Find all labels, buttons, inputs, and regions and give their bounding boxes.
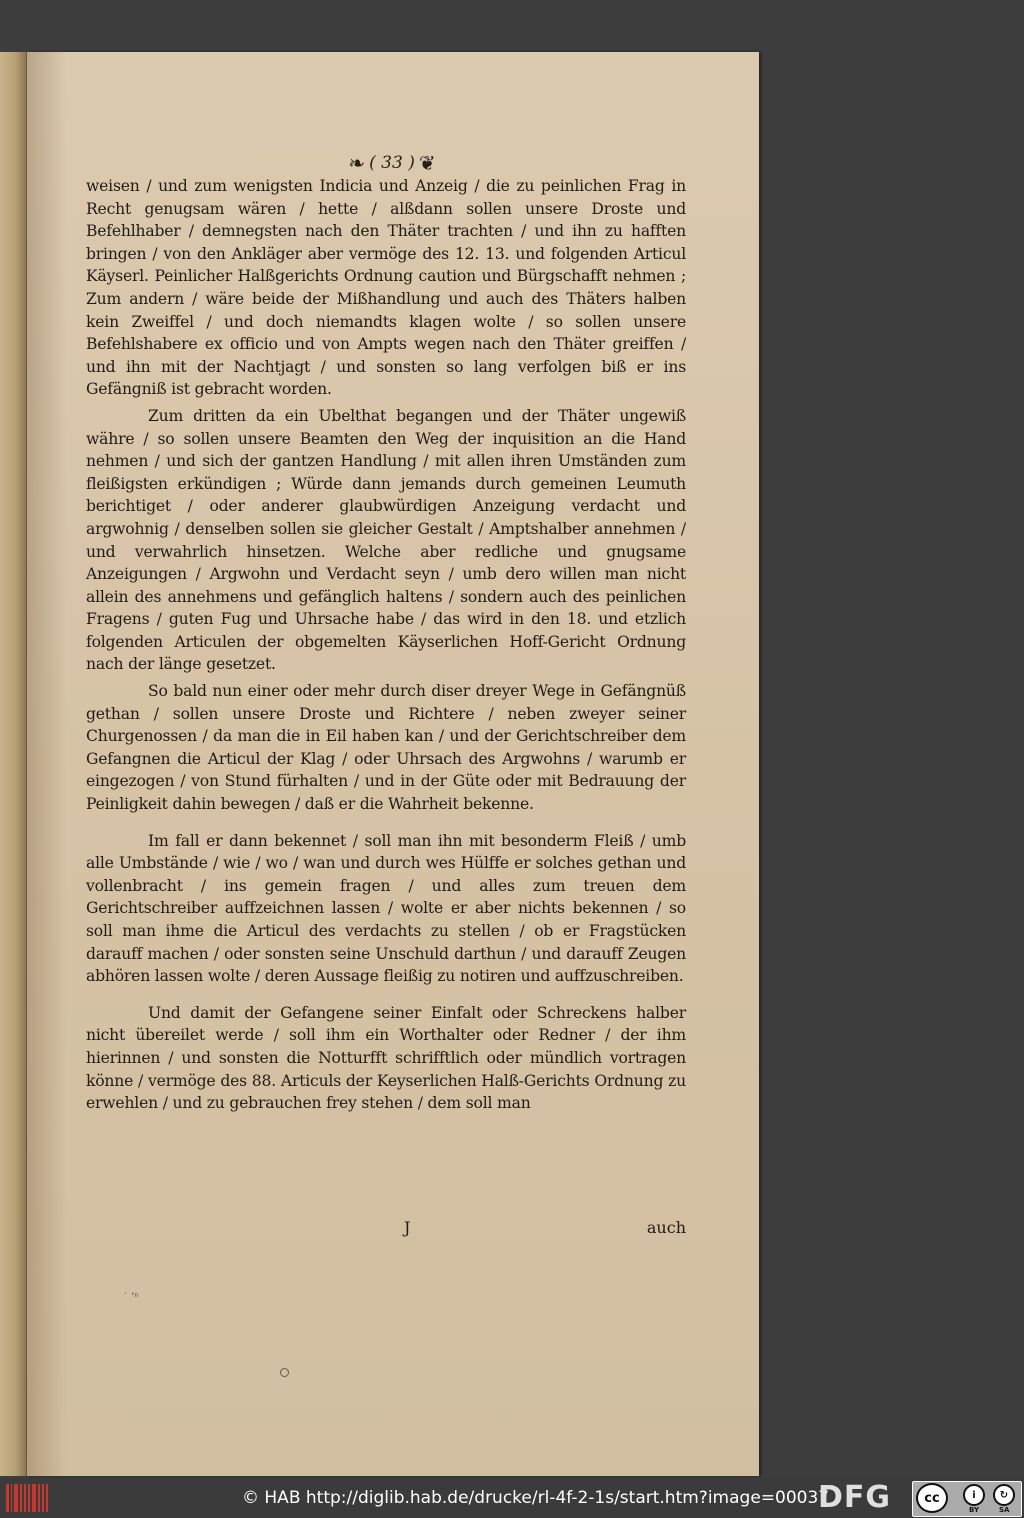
paragraph-2: Zum dritten da ein Ubelthat begangen und der Thäter ungewiß währe / so sollen unsere Beamten den Weg der inquisition an die Hand nehmen / und sich der gantzen Handlung / mit allen ihren Umständen zum fleißigsten erkündigen ; Würde dann jemands durch gemeinen Leumuth berichtiget / oder anderer glaubwürdigen Anzeigung verdacht und argwohnig / denselben sollen sie gleicher Gestalt / Amptshalber annehmen / und verwahrlich hinsetzen. Welche aber redliche und gnugsame Anzeigungen / Argwohn und Verdacht seyn / umb dero willen man nicht allein des annehmens und gefänglich haltens / sondern auch des peinlichen Fragens / guten Fug und Uhrsache habe / das wird in den 18. und etzlich folgenden Articulen der obgemelten Käyserlichen Hoff-Gericht Ordnung nach der länge gesetzet. <box>86 406 686 674</box>
cc-license-badge[interactable] <box>912 1481 1022 1517</box>
cc-icon: cc <box>916 1483 948 1513</box>
left-ornament-icon: ❧ <box>348 151 366 175</box>
dfg-logo[interactable]: DFG <box>818 1480 892 1515</box>
paragraph-3: So bald nun einer oder mehr durch diser dreyer Wege in Gefängnüß gethan / sollen unsere Droste und Richtere / neben zweyer seiner Churgenossen / da man die in Eil haben kan / und der Gerichtschreiber dem Gefangnen die Articul der Klag / oder Uhrsach des Argwohns / warumb er eingezogen / von Stund fürhalten / und in der Güte oder mit Bedrauung der Peinligkeit dahin bewegen / daß er die Wahrheit bekenne. <box>86 682 686 814</box>
page-foot <box>86 1218 686 1242</box>
catchword: auch <box>646 1218 686 1237</box>
signature-mark: J <box>404 1218 411 1237</box>
cc-sa-label: SA <box>999 1506 1010 1514</box>
previous-leaf-edge <box>0 52 27 1476</box>
paragraph-4: Im fall er dann bekennet / soll man ihn mit besonderm Fleiß / umb alle Umbstände / wie / wo / wan und durch wes Hülffe er solches gethan und vollenbracht / ins gemein fragen / und alles zum treuen dem Gerichtschreiber auffzeichnen lassen / wolte er aber nichts bekennen / so soll man ihme die Articul des verdachts zu stellen / ob er Fragstücken darauff machen / oder sonsten seine Unschuld darthun / und darauff Zeugen abhören lassen wolte / deren Aussage fleißig zu notiren und auffzuschreiben. <box>86 831 686 986</box>
copyright-link[interactable]: © HAB http://diglib.hab.de/drucke/rl-4f-2-1s/start.htm?image=00037 <box>242 1488 830 1508</box>
barcode-icon <box>6 1484 48 1512</box>
page-header <box>317 148 467 178</box>
share-alike-icon: ↻ <box>993 1484 1015 1506</box>
book-page <box>27 52 759 1476</box>
right-ornament-icon: ❦ <box>418 151 436 175</box>
body-text <box>86 175 686 1115</box>
footer-bar <box>0 1478 1024 1518</box>
cc-by-label: BY <box>969 1506 980 1514</box>
page-number: ( 33 ) <box>369 153 415 173</box>
paragraph-5: Und damit der Gefangene seiner Einfalt oder Schreckens halber nicht übereilet werde / soll ihm ein Worthalter oder Redner / der ihm hierinnen / und sonsten die Notturfft schrifftlich oder mündlich vortragen könne / vermöge des 88. Articuls der Keyserlichen Halß-Gerichts Ordnung zu erwehlen / und zu gebrauchen frey stehen / dem soll man <box>86 1003 686 1113</box>
attribution-icon: i <box>963 1484 985 1506</box>
stray-mark: ˙ ’ⁿ <box>123 1292 139 1303</box>
paper-spot <box>280 1368 289 1377</box>
paragraph-1: weisen / und zum wenigsten Indicia und Anzeig / die zu peinlichen Frag in Recht genugsam wären / hette / alßdann sollen unsere Droste und Befehlhaber / demnegsten nach den Thäter trachten / und ihn zu hafften bringen / von den Ankläger aber vermöge des 12. 13. und folgenden Articul Käyserl. Peinlicher Halßgerichts Ordnung caution und Bürgschafft nehmen ; Zum andern / wäre beide der Mißhandlung und auch des Thäters halben kein Zweiffel / und doch niemandts klagen wolte / so sollen unsere Befehlshabere ex officio und von Ampts wegen nach den Thäter greiffen / und ihn mit der Nachtjagt / und sonsten so lang verfolgen biß er ins Gefängniß ist gebracht worden. <box>86 177 686 399</box>
